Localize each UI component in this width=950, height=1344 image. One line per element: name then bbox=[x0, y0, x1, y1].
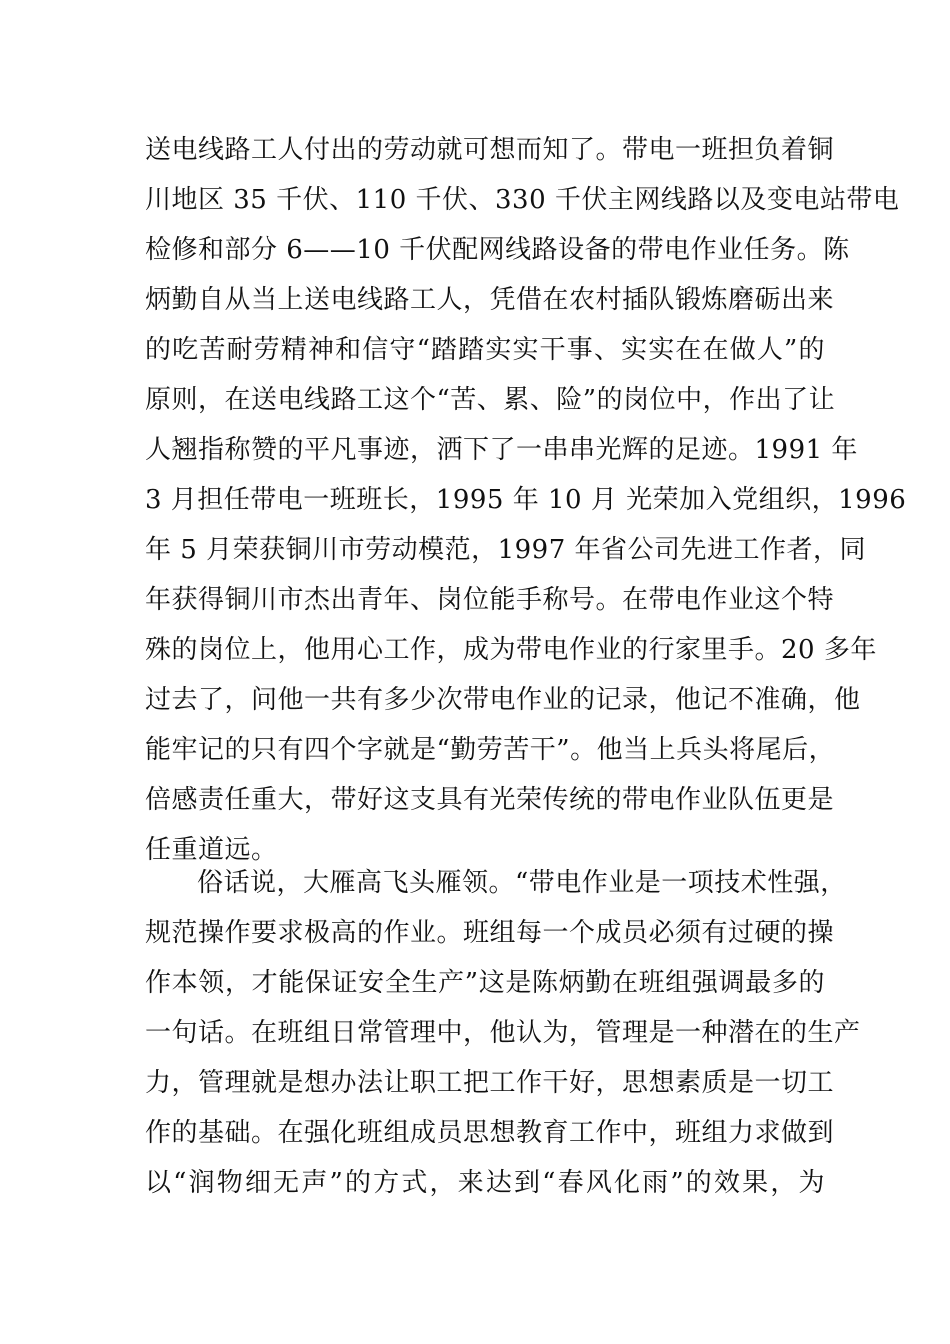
text-line: 过去了，问他一共有多少次带电作业的记录，他记不准确，他 bbox=[145, 685, 861, 715]
text-line: 年 5 月荣获铜川市劳动模范，1997 年省公司先进工作者，同 bbox=[145, 535, 867, 565]
text-line: 3 月担任带电一班班长，1995 年 10 月 光荣加入党组织，1996 bbox=[145, 485, 907, 515]
paragraph-1 bbox=[145, 125, 907, 875]
text-line: 力，管理就是想办法让职工把工作干好，思想素质是一切工 bbox=[145, 1068, 835, 1098]
text-line: 殊的岗位上，他用心工作，成为带电作业的行家里手。20 多年 bbox=[145, 635, 877, 665]
text-line: 任重道远。 bbox=[145, 835, 278, 865]
text-line: 一句话。在班组日常管理中，他认为，管理是一种潜在的生产 bbox=[145, 1018, 861, 1048]
text-line: 检修和部分 6——10 千伏配网线路设备的带电作业任务。陈 bbox=[145, 235, 850, 265]
text-line: 送电线路工人付出的劳动就可想而知了。带电一班担负着铜 bbox=[145, 135, 835, 165]
text-line: 人翘指称赞的平凡事迹，洒下了一串串光辉的足迹。1991 年 bbox=[145, 435, 858, 465]
text-line: 炳勤自从当上送电线路工人，凭借在农村插队锻炼磨砺出来 bbox=[145, 285, 835, 315]
text-line: 俗话说，大雁高飞头雁领。“带电作业是一项技术性强， bbox=[197, 868, 847, 898]
text-line: 的吃苦耐劳精神和信守“踏踏实实干事、实实在在做人”的 bbox=[145, 335, 825, 365]
text-line: 作本领，才能保证安全生产”这是陈炳勤在班组强调最多的 bbox=[145, 968, 825, 998]
paragraph-2 bbox=[145, 858, 861, 1208]
text-line: 倍感责任重大，带好这支具有光荣传统的带电作业队伍更是 bbox=[145, 785, 835, 815]
text-line: 能牢记的只有四个字就是“勤劳苦干”。他当上兵头将尾后， bbox=[145, 735, 836, 765]
text-line: 川地区 35 千伏、110 千伏、330 千伏主网线路以及变电站带电 bbox=[145, 185, 900, 215]
text-line: 原则，在送电线路工这个“苦、累、险”的岗位中，作出了让 bbox=[145, 385, 836, 415]
text-line: 以“润物细无声”的方式，来达到“春风化雨”的效果，为 bbox=[145, 1168, 825, 1198]
text-line: 作的基础。在强化班组成员思想教育工作中，班组力求做到 bbox=[145, 1118, 835, 1148]
text-line: 规范操作要求极高的作业。班组每一个成员必须有过硬的操 bbox=[145, 918, 835, 948]
text-line: 年获得铜川市杰出青年、岗位能手称号。在带电作业这个特 bbox=[145, 585, 835, 615]
